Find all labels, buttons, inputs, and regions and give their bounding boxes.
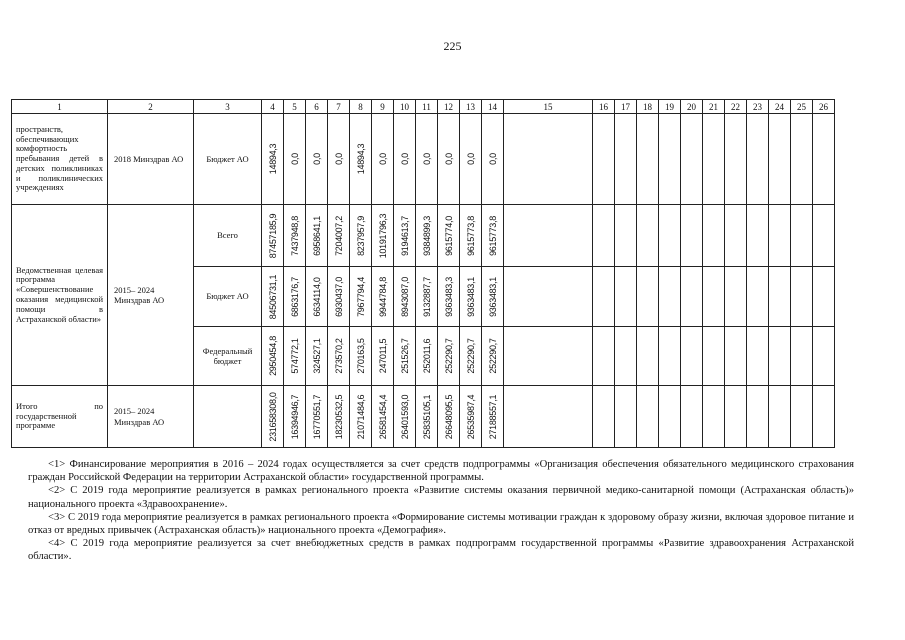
value-cell	[350, 205, 372, 267]
empty-cell	[637, 267, 659, 327]
value-text: 270163,5	[355, 338, 366, 374]
column-number: 25	[791, 100, 813, 114]
value-cell	[482, 205, 504, 267]
value-text: 0,0	[377, 153, 388, 165]
value-text: 16394946,7	[289, 394, 300, 439]
value-cell	[350, 327, 372, 386]
value-text: 25835105,1	[421, 394, 432, 439]
value-cell	[350, 386, 372, 448]
value-text: 0,0	[333, 153, 344, 165]
value-cell	[306, 205, 328, 267]
empty-cell	[637, 386, 659, 448]
column-number: 24	[769, 100, 791, 114]
empty-cell	[637, 205, 659, 267]
value-text: 10191796,3	[377, 213, 388, 258]
empty-cell	[703, 114, 725, 205]
column-number: 3	[194, 100, 262, 114]
funding-source: Бюджет АО	[194, 114, 262, 205]
empty-cell	[725, 267, 747, 327]
empty-cell	[593, 327, 615, 386]
value-text: 7437948,8	[289, 215, 300, 256]
value-cell	[482, 386, 504, 448]
value-cell	[438, 114, 460, 205]
funding-source	[194, 386, 262, 448]
empty-cell	[747, 386, 769, 448]
value-cell	[394, 114, 416, 205]
empty-cell	[725, 386, 747, 448]
value-cell	[306, 114, 328, 205]
responsible-cell: 2015– 2024 Минздрав АО	[108, 205, 194, 386]
column-number: 20	[681, 100, 703, 114]
empty-cell	[504, 386, 593, 448]
value-cell	[284, 205, 306, 267]
activity-description: Ведомственная целевая программа «Совершенствование оказания медицинской помощи в Астраханской области»	[12, 205, 108, 386]
value-cell	[284, 386, 306, 448]
column-number: 1	[12, 100, 108, 114]
value-cell	[262, 267, 284, 327]
column-number: 9	[372, 100, 394, 114]
value-text: 26581454,4	[377, 394, 388, 439]
empty-cell	[637, 327, 659, 386]
value-text: 7967794,4	[355, 276, 366, 317]
value-cell	[394, 205, 416, 267]
footnote-1: <1> Финансирование мероприятия в 2016 – 2024 годах осуществляется за счет средств подпрограммы «Организация обеспечения обязательного медицинского страхования граждан Российской Федерации на территории Астраханской области» государственной программы.	[28, 459, 854, 484]
empty-cell	[769, 386, 791, 448]
value-text: 9363483,1	[487, 276, 498, 317]
empty-cell	[791, 114, 813, 205]
value-cell	[460, 114, 482, 205]
value-text: 9615773,8	[465, 215, 476, 256]
column-number: 15	[504, 100, 593, 114]
value-cell	[284, 114, 306, 205]
value-cell	[482, 327, 504, 386]
value-text: 18230532,5	[333, 394, 344, 439]
value-text: 0,0	[487, 153, 498, 165]
empty-cell	[659, 205, 681, 267]
value-text: 6930437,0	[333, 276, 344, 317]
empty-cell	[813, 114, 835, 205]
value-cell	[416, 386, 438, 448]
empty-cell	[813, 267, 835, 327]
empty-cell	[747, 114, 769, 205]
value-text: 27188557,1	[487, 394, 498, 439]
value-text: 9363483,1	[465, 276, 476, 317]
value-cell	[438, 205, 460, 267]
value-text: 0,0	[399, 153, 410, 165]
value-text: 0,0	[465, 153, 476, 165]
value-text: 231658308,0	[267, 391, 278, 442]
empty-cell	[504, 114, 593, 205]
value-cell	[262, 327, 284, 386]
column-number: 4	[262, 100, 284, 114]
column-number: 5	[284, 100, 306, 114]
empty-cell	[637, 114, 659, 205]
value-cell	[306, 327, 328, 386]
value-cell	[394, 386, 416, 448]
column-number: 8	[350, 100, 372, 114]
empty-cell	[615, 267, 637, 327]
empty-cell	[747, 267, 769, 327]
value-cell	[328, 205, 350, 267]
value-text: 9132887,7	[421, 276, 432, 317]
column-number: 26	[813, 100, 835, 114]
value-text: 14894,3	[267, 143, 278, 175]
value-cell	[328, 327, 350, 386]
value-cell	[438, 267, 460, 327]
value-text: 9384899,3	[421, 215, 432, 256]
value-text: 273570,2	[333, 338, 344, 374]
financing-table	[11, 99, 835, 448]
value-text: 324527,1	[311, 338, 322, 374]
empty-cell	[615, 386, 637, 448]
value-cell	[306, 386, 328, 448]
value-cell	[372, 114, 394, 205]
value-text: 574772,1	[289, 338, 300, 374]
value-cell	[460, 267, 482, 327]
value-cell	[416, 327, 438, 386]
responsible-cell: 2018 Минздрав АО	[108, 114, 194, 205]
empty-cell	[593, 114, 615, 205]
funding-source: Бюджет АО	[194, 267, 262, 327]
empty-cell	[813, 386, 835, 448]
value-cell	[284, 267, 306, 327]
value-text: 9944784,8	[377, 276, 388, 317]
empty-cell	[791, 386, 813, 448]
empty-cell	[747, 205, 769, 267]
activity-description: пространств, обеспечивающих комфортность пребывания детей в детских поликлиниках и поликлинических учреждениях	[12, 114, 108, 205]
table-row	[12, 205, 835, 267]
value-cell	[482, 267, 504, 327]
column-number: 19	[659, 100, 681, 114]
empty-cell	[769, 327, 791, 386]
empty-cell	[681, 327, 703, 386]
value-text: 9363483,3	[443, 276, 454, 317]
header-row	[12, 100, 835, 114]
value-text: 0,0	[443, 153, 454, 165]
empty-cell	[659, 327, 681, 386]
value-cell	[482, 114, 504, 205]
value-text: 8237957,9	[355, 215, 366, 256]
empty-cell	[813, 327, 835, 386]
value-text: 9615773,8	[487, 215, 498, 256]
empty-cell	[813, 205, 835, 267]
empty-cell	[703, 205, 725, 267]
value-text: 14894,3	[355, 143, 366, 175]
value-cell	[372, 386, 394, 448]
footnote-2: <2> С 2019 года мероприятие реализуется в рамках регионального проекта «Развитие системы оказания первичной медико-санитарной помощи (Астраханская область)» национального проекта «Здравоохранение».	[28, 485, 854, 510]
value-cell	[394, 267, 416, 327]
column-number: 12	[438, 100, 460, 114]
value-text: 16770551,7	[311, 394, 322, 439]
value-text: 0,0	[311, 153, 322, 165]
value-text: 9194613,7	[399, 215, 410, 256]
value-text: 0,0	[421, 153, 432, 165]
value-text: 252011,6	[421, 338, 432, 374]
value-text: 252290,7	[465, 338, 476, 374]
value-cell	[460, 386, 482, 448]
column-number: 13	[460, 100, 482, 114]
column-number: 17	[615, 100, 637, 114]
empty-cell	[593, 205, 615, 267]
value-cell	[460, 327, 482, 386]
column-number: 14	[482, 100, 504, 114]
column-number: 10	[394, 100, 416, 114]
empty-cell	[769, 267, 791, 327]
footnote-3: <3> С 2019 года мероприятие реализуется в рамках регионального проекта «Формирование системы мотивации граждан к здоровому образу жизни, включая здоровое питание и отказ от вредных привычек (Астраханская область)» национального проекта «Демография».	[28, 511, 854, 537]
column-number: 7	[328, 100, 350, 114]
column-number: 18	[637, 100, 659, 114]
empty-cell	[703, 267, 725, 327]
value-cell	[416, 114, 438, 205]
empty-cell	[504, 327, 593, 386]
column-number: 2	[108, 100, 194, 114]
value-text: 26648095,5	[443, 394, 454, 439]
column-number: 16	[593, 100, 615, 114]
page-number: 225	[443, 39, 462, 53]
empty-cell	[791, 327, 813, 386]
total-label: Итого по государственной программе	[12, 386, 108, 448]
value-text: 84506731,1	[267, 274, 278, 319]
value-text: 6634114,0	[311, 276, 322, 317]
value-cell	[262, 386, 284, 448]
value-cell	[416, 205, 438, 267]
value-text: 9615774,0	[443, 215, 454, 256]
empty-cell	[615, 205, 637, 267]
empty-cell	[504, 205, 593, 267]
column-number: 22	[725, 100, 747, 114]
empty-cell	[504, 267, 593, 327]
column-number: 21	[703, 100, 725, 114]
empty-cell	[703, 327, 725, 386]
value-cell	[438, 327, 460, 386]
value-cell	[416, 267, 438, 327]
value-cell	[262, 114, 284, 205]
value-cell	[372, 327, 394, 386]
empty-cell	[681, 205, 703, 267]
value-text: 0,0	[289, 153, 300, 165]
total-row	[12, 386, 835, 448]
empty-cell	[769, 205, 791, 267]
value-text: 252290,7	[487, 338, 498, 374]
value-text: 21071484,6	[355, 394, 366, 439]
funding-source: Федеральный бюджет	[194, 327, 262, 386]
value-text: 251526,7	[399, 338, 410, 374]
empty-cell	[615, 327, 637, 386]
table-row	[12, 114, 835, 205]
value-cell	[438, 386, 460, 448]
empty-cell	[725, 205, 747, 267]
value-cell	[372, 205, 394, 267]
value-cell	[350, 267, 372, 327]
empty-cell	[703, 386, 725, 448]
column-number: 6	[306, 100, 328, 114]
value-text: 26401593,0	[399, 394, 410, 439]
column-number: 23	[747, 100, 769, 114]
value-text: 7204007,2	[333, 215, 344, 256]
empty-cell	[681, 386, 703, 448]
value-cell	[328, 267, 350, 327]
value-text: 247011,5	[377, 338, 388, 374]
empty-cell	[593, 386, 615, 448]
value-cell	[328, 114, 350, 205]
value-text: 6863176,7	[289, 276, 300, 317]
funding-source: Всего	[194, 205, 262, 267]
empty-cell	[659, 114, 681, 205]
value-text: 2950454,8	[267, 336, 278, 376]
value-cell	[460, 205, 482, 267]
value-text: 6958641,1	[311, 215, 322, 256]
footnote-4: <4> С 2019 года мероприятие реализуется за счет внебюджетных средств в рамках подпрограмм государственной программы «Развитие здравоохранения Астраханской области».	[28, 538, 854, 563]
empty-cell	[681, 267, 703, 327]
value-cell	[372, 267, 394, 327]
footnotes	[28, 458, 854, 564]
empty-cell	[747, 327, 769, 386]
empty-cell	[659, 386, 681, 448]
value-text: 26535987,4	[465, 394, 476, 439]
value-cell	[350, 114, 372, 205]
empty-cell	[769, 114, 791, 205]
value-cell	[394, 327, 416, 386]
empty-cell	[659, 267, 681, 327]
empty-cell	[725, 114, 747, 205]
column-number: 11	[416, 100, 438, 114]
value-text: 87457185,9	[267, 213, 278, 258]
value-text: 252290,7	[443, 338, 454, 374]
empty-cell	[615, 114, 637, 205]
empty-cell	[791, 205, 813, 267]
value-cell	[328, 386, 350, 448]
value-text: 8943087,0	[399, 276, 410, 317]
value-cell	[284, 327, 306, 386]
empty-cell	[593, 267, 615, 327]
empty-cell	[791, 267, 813, 327]
empty-cell	[725, 327, 747, 386]
value-cell	[306, 267, 328, 327]
value-cell	[262, 205, 284, 267]
responsible-cell: 2015– 2024 Минздрав АО	[108, 386, 194, 448]
empty-cell	[681, 114, 703, 205]
